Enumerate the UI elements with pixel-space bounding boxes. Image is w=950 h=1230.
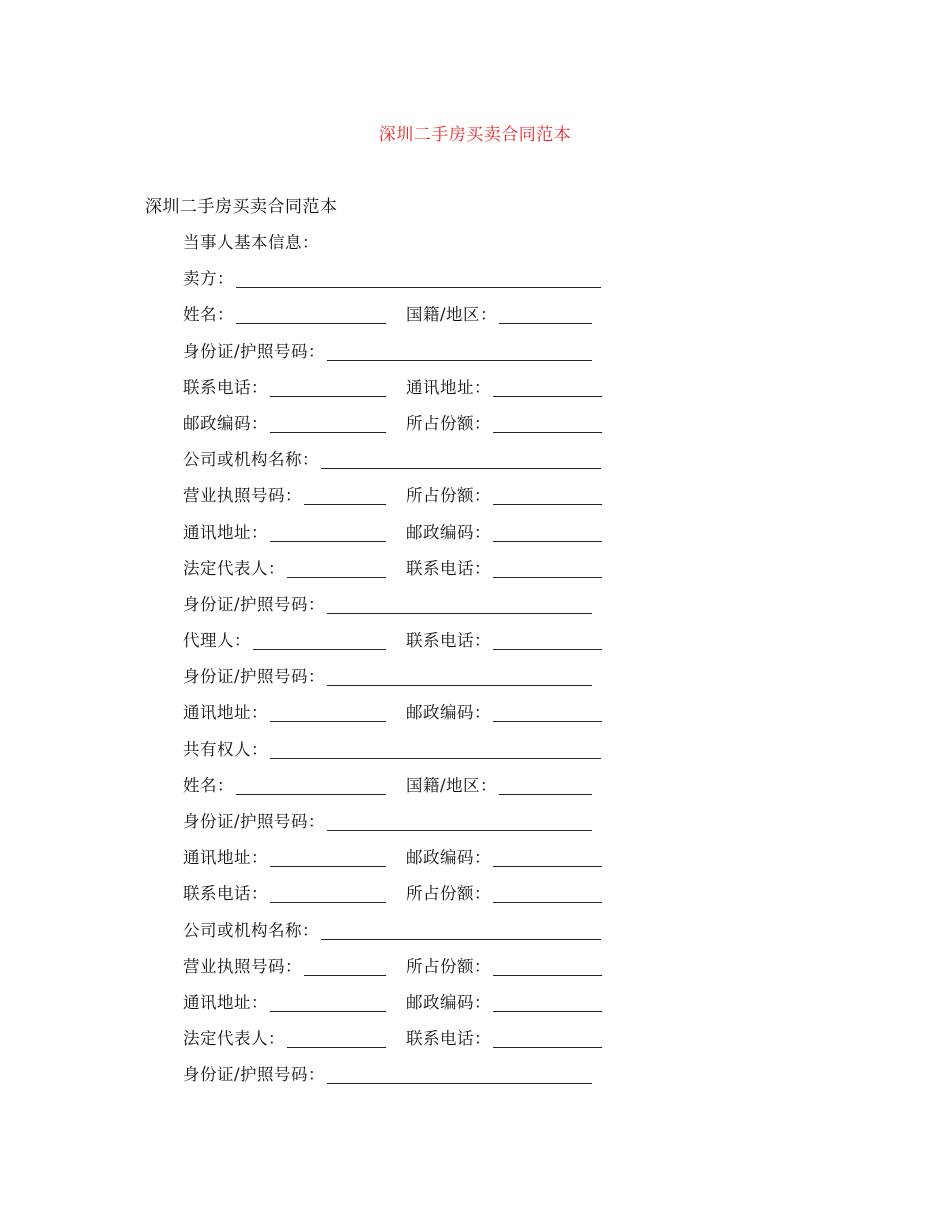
fill-in-blank[interactable] bbox=[270, 739, 601, 759]
fill-in-blank[interactable] bbox=[493, 956, 602, 976]
form-row bbox=[183, 1064, 603, 1100]
field-label: 身份证/护照号码： bbox=[183, 1065, 326, 1085]
fill-in-blank[interactable] bbox=[270, 413, 386, 433]
form-field bbox=[183, 449, 601, 471]
form-field bbox=[183, 522, 386, 544]
fill-in-blank[interactable] bbox=[493, 413, 602, 433]
form-row bbox=[183, 992, 603, 1028]
form-field bbox=[183, 847, 386, 869]
field-label: 所占份额： bbox=[406, 413, 491, 433]
field-label: 共有权人： bbox=[183, 739, 268, 759]
form-field bbox=[406, 630, 602, 652]
form-row bbox=[183, 304, 603, 340]
field-label: 姓名： bbox=[183, 775, 234, 795]
form-field bbox=[183, 1028, 386, 1050]
field-label: 身份证/护照号码： bbox=[183, 667, 326, 687]
form-field bbox=[406, 702, 602, 724]
form-field bbox=[183, 268, 601, 290]
fill-in-blank[interactable] bbox=[493, 883, 602, 903]
field-label: 通讯地址： bbox=[183, 992, 268, 1012]
form-row bbox=[183, 341, 603, 377]
fill-in-blank[interactable] bbox=[236, 775, 386, 795]
form-field bbox=[183, 956, 386, 978]
form-field bbox=[183, 304, 386, 326]
form-field bbox=[406, 847, 602, 869]
form-field bbox=[183, 920, 601, 942]
fill-in-blank[interactable] bbox=[287, 1028, 386, 1048]
form-field bbox=[406, 775, 592, 797]
fill-in-blank[interactable] bbox=[493, 992, 602, 1012]
field-label: 姓名： bbox=[183, 305, 234, 325]
form-row bbox=[183, 1028, 603, 1064]
form-field bbox=[183, 811, 592, 833]
fill-in-blank[interactable] bbox=[321, 449, 601, 469]
form-field bbox=[183, 883, 386, 905]
field-label: 所占份额： bbox=[406, 956, 491, 976]
fill-in-blank[interactable] bbox=[327, 811, 592, 831]
fill-in-blank[interactable] bbox=[236, 268, 601, 288]
fill-in-blank[interactable] bbox=[493, 377, 602, 397]
field-label: 邮政编码： bbox=[406, 992, 491, 1012]
field-label: 公司或机构名称： bbox=[183, 450, 319, 470]
field-label: 通讯地址： bbox=[183, 848, 268, 868]
field-label: 邮政编码： bbox=[406, 522, 491, 542]
field-label: 邮政编码： bbox=[183, 413, 268, 433]
form-row bbox=[183, 847, 603, 883]
form-field bbox=[183, 992, 386, 1014]
form-field bbox=[183, 1064, 592, 1086]
form-field bbox=[406, 377, 602, 399]
field-label: 国籍/地区： bbox=[406, 775, 498, 795]
form-row bbox=[183, 920, 603, 956]
form-field bbox=[183, 377, 386, 399]
form-field bbox=[406, 522, 602, 544]
form-field bbox=[406, 558, 602, 580]
fill-in-blank[interactable] bbox=[287, 558, 386, 578]
document-heading: 深圳二手房买卖合同范本 bbox=[145, 197, 338, 217]
fill-in-blank[interactable] bbox=[493, 1028, 602, 1048]
form-field bbox=[183, 739, 601, 761]
page-title: 深圳二手房买卖合同范本 bbox=[378, 125, 572, 145]
fill-in-blank[interactable] bbox=[493, 558, 602, 578]
field-label: 营业执照号码： bbox=[183, 486, 302, 506]
field-label: 代理人： bbox=[183, 631, 251, 651]
fill-in-blank[interactable] bbox=[270, 702, 386, 722]
field-label: 通讯地址： bbox=[183, 703, 268, 723]
fill-in-blank[interactable] bbox=[253, 630, 386, 650]
fill-in-blank[interactable] bbox=[270, 847, 386, 867]
form-field bbox=[183, 666, 592, 688]
form-row bbox=[183, 522, 603, 558]
fill-in-blank[interactable] bbox=[327, 341, 592, 361]
field-label: 所占份额： bbox=[406, 884, 491, 904]
fill-in-blank[interactable] bbox=[327, 1064, 592, 1084]
fill-in-blank[interactable] bbox=[493, 522, 602, 542]
fill-in-blank[interactable] bbox=[327, 666, 592, 686]
fill-in-blank[interactable] bbox=[270, 883, 386, 903]
fill-in-blank[interactable] bbox=[493, 702, 602, 722]
field-label: 通讯地址： bbox=[183, 522, 268, 542]
fill-in-blank[interactable] bbox=[499, 304, 592, 324]
form-field bbox=[406, 1028, 602, 1050]
form-row bbox=[183, 558, 603, 594]
form-row bbox=[183, 739, 603, 775]
fill-in-blank[interactable] bbox=[327, 594, 592, 614]
field-label: 通讯地址： bbox=[406, 377, 491, 397]
form-field bbox=[406, 413, 602, 435]
section-label: 当事人基本信息： bbox=[183, 233, 319, 252]
field-label: 邮政编码： bbox=[406, 848, 491, 868]
fill-in-blank[interactable] bbox=[304, 956, 386, 976]
party-info-form bbox=[183, 232, 603, 1101]
form-row bbox=[183, 666, 603, 702]
form-row bbox=[183, 630, 603, 666]
field-label: 联系电话： bbox=[183, 884, 268, 904]
form-field bbox=[183, 775, 386, 797]
fill-in-blank[interactable] bbox=[270, 377, 386, 397]
fill-in-blank[interactable] bbox=[499, 775, 592, 795]
field-label: 公司或机构名称： bbox=[183, 920, 319, 940]
form-row bbox=[183, 702, 603, 738]
fill-in-blank[interactable] bbox=[270, 522, 386, 542]
form-row bbox=[183, 413, 603, 449]
form-row bbox=[183, 485, 603, 521]
field-label: 联系电话： bbox=[406, 631, 491, 651]
form-row bbox=[183, 883, 603, 919]
field-label: 身份证/护照号码： bbox=[183, 812, 326, 831]
field-label: 邮政编码： bbox=[406, 703, 491, 723]
field-label: 联系电话： bbox=[406, 558, 491, 578]
field-label: 联系电话： bbox=[406, 1029, 491, 1049]
form-field bbox=[183, 341, 592, 363]
form-field bbox=[183, 413, 386, 435]
form-row bbox=[183, 449, 603, 485]
field-label: 法定代表人： bbox=[183, 558, 285, 578]
fill-in-blank[interactable] bbox=[493, 485, 602, 505]
form-field bbox=[406, 992, 602, 1014]
field-label: 身份证/护照号码： bbox=[183, 341, 326, 361]
form-row bbox=[183, 811, 603, 847]
field-label: 所占份额： bbox=[406, 486, 491, 506]
form-row bbox=[183, 268, 603, 304]
fill-in-blank[interactable] bbox=[304, 485, 386, 505]
form-row bbox=[183, 775, 603, 811]
field-label: 联系电话： bbox=[183, 377, 268, 397]
form-field bbox=[406, 956, 602, 978]
form-row bbox=[183, 594, 603, 630]
form-field bbox=[183, 485, 386, 507]
form-field bbox=[183, 594, 592, 616]
form-field bbox=[406, 304, 592, 326]
fill-in-blank[interactable] bbox=[236, 304, 386, 324]
form-field bbox=[406, 485, 602, 507]
section-label-row bbox=[183, 232, 603, 268]
form-field bbox=[183, 630, 386, 652]
field-label: 营业执照号码： bbox=[183, 956, 302, 976]
form-field bbox=[183, 558, 386, 580]
fill-in-blank[interactable] bbox=[321, 920, 601, 940]
fill-in-blank[interactable] bbox=[270, 992, 386, 1012]
field-label: 卖方： bbox=[183, 269, 234, 289]
field-label: 法定代表人： bbox=[183, 1029, 285, 1049]
fill-in-blank[interactable] bbox=[493, 630, 602, 650]
form-row bbox=[183, 956, 603, 992]
form-row bbox=[183, 377, 603, 413]
form-field bbox=[183, 702, 386, 724]
field-label: 国籍/地区： bbox=[406, 305, 498, 325]
fill-in-blank[interactable] bbox=[493, 847, 602, 867]
field-label: 身份证/护照号码： bbox=[183, 594, 326, 614]
form-field bbox=[406, 883, 602, 905]
